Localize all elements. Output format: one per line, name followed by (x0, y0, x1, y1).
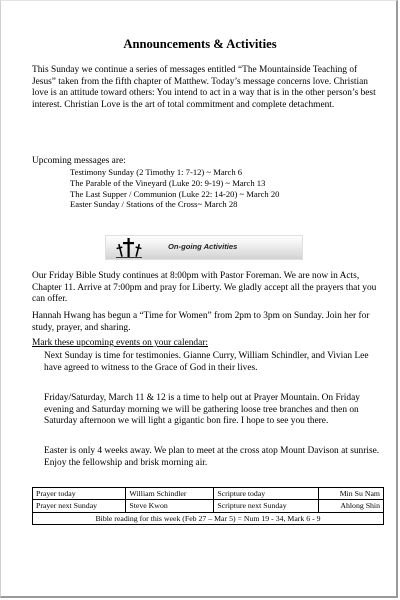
list-item: Easter Sunday / Stations of the Cross~ March 28 (70, 199, 238, 210)
event-easter: Easter is only 4 weeks away. We plan to meet at the cross atop Mount Davison at sunrise. Enjoy the fellowship and brisk morning air. (44, 446, 380, 468)
bible-study-paragraph: Our Friday Bible Study continues at 8:00pm with Pastor Foreman. We are now in Acts, Chapter 11. Arrive at 7:00pm and pray for Liberty. We gladly accept all the prayers that you can offer. (32, 271, 377, 305)
upcoming-messages-heading: Upcoming messages are: (32, 156, 126, 166)
calendar-heading: Mark these upcoming events on your calendar: (32, 338, 208, 348)
table-row (33, 488, 384, 500)
ongoing-activities-banner (105, 235, 303, 260)
table-cell: Min Su Nam (319, 488, 384, 500)
crosses-icon (116, 237, 142, 258)
page-title: Announcements & Activities (123, 37, 277, 51)
table-cell: Steve Kwon (126, 500, 214, 512)
banner-label: On-going Activities (168, 242, 238, 251)
event-testimonies: Next Sunday is time for testimonies. Gianne Curry, William Schindler, and Vivian Lee have agreed to witness to the Grace of God in their lives. (44, 351, 369, 373)
table-cell: Prayer next Sunday (33, 500, 126, 512)
schedule-table (32, 487, 384, 525)
time-for-women-paragraph: Hannah Hwang has begun a “Time for Women” from 2pm to 3pm on Sunday. Join her for study, prayer, and sharing. (32, 311, 370, 333)
bible-reading-cell: Bible reading for this week (Feb 27 – Mar 5) = Num 19 - 34, Mark 6 - 9 (33, 512, 384, 524)
list-item: The Parable of the Vineyard (Luke 20: 9-19) ~ March 13 (70, 177, 266, 188)
table-cell: William Schindler (126, 488, 214, 500)
intro-paragraph: This Sunday we continue a series of messages entitled “The Mountainside Teaching of Jesus” taken from the fifth chapter of Matthew. Today’s message concerns love. Christian love is an attitude toward others: You intend to act in a way that is in the other person’s best interest. Christian Love is the art of total commitment and complete detachment. (32, 65, 376, 111)
list-item: The Last Supper / Communion (Luke 22: 14-20) ~ March 20 (70, 188, 280, 199)
table-cell: Scripture next Sunday (214, 500, 319, 512)
table-cell: Ahlong Shin (319, 500, 384, 512)
table-cell: Prayer today (33, 488, 126, 500)
event-prayer-mountain: Friday/Saturday, March 11 & 12 is a time to help out at Prayer Mountain. On Friday evening and Saturday morning we will be gathering loose tree branches and then on Saturday afternoon we will light a gigantic bon fire. I hope to see you there. (44, 393, 360, 427)
table-cell: Scripture today (214, 488, 319, 500)
table-row (33, 512, 384, 524)
table-row (33, 500, 384, 512)
upcoming-messages-list (70, 167, 279, 210)
list-item: Testimony Sunday (2 Timothy 1: 7-12) ~ March 6 (70, 167, 243, 177)
